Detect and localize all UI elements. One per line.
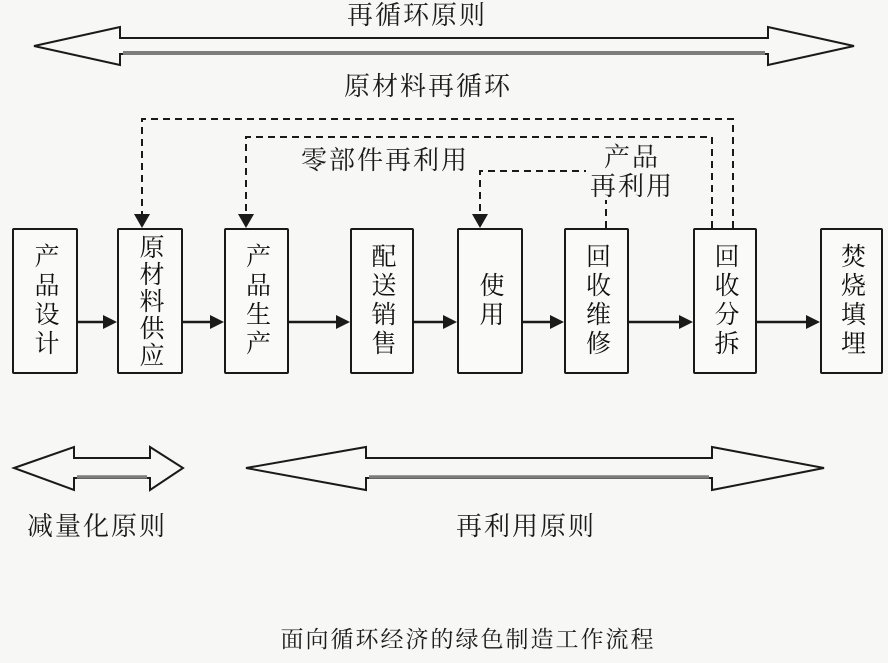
raw-material-recycle-label: 原材料再循环 — [344, 71, 513, 101]
process-box-label: 产品生产 — [242, 243, 271, 359]
recycle-principle-label: 再循环原则 — [347, 0, 488, 30]
process-box-label: 原材料供应 — [136, 233, 164, 369]
parts-reuse-label: 零部件再利用 — [301, 145, 470, 175]
process-box-recycle-disassembly — [693, 228, 757, 374]
process-box-recycle-repair — [564, 228, 629, 374]
process-box-label: 产品设计 — [31, 243, 59, 359]
product-reuse-label-line2: 再利用 — [589, 170, 674, 201]
process-box-incineration-landfill — [820, 228, 883, 374]
reduce-principle-label: 减量化原则 — [27, 511, 168, 541]
reuse-principle-label: 再利用原则 — [456, 511, 597, 541]
process-box-label: 回收分拆 — [711, 243, 739, 359]
diagram-caption: 面向循环经济的绿色制造工作流程 — [280, 626, 656, 652]
product-reuse-label-line1: 产品 — [603, 142, 660, 172]
process-box-product-design — [12, 228, 78, 374]
reduce-principle-double-arrow — [14, 447, 183, 490]
process-box-label: 焚烧填埋 — [837, 243, 866, 359]
process-box-product-manufacture — [224, 228, 289, 374]
product-reuse-arrowhead — [472, 214, 488, 228]
process-box-label: 配送销售 — [368, 243, 396, 359]
process-box-raw-material-supply — [117, 228, 183, 374]
process-box-label: 回收维修 — [582, 243, 611, 359]
process-box-use — [457, 228, 523, 374]
raw-material-recycle-arrowhead — [134, 214, 150, 228]
recycle-principle-double-arrow — [34, 27, 854, 65]
reuse-principle-double-arrow — [246, 447, 824, 490]
parts-reuse-arrowhead — [238, 214, 254, 228]
process-box-label: 使用 — [476, 272, 504, 330]
product-reuse-label — [586, 143, 678, 200]
process-box-distribution-sales — [350, 228, 414, 374]
